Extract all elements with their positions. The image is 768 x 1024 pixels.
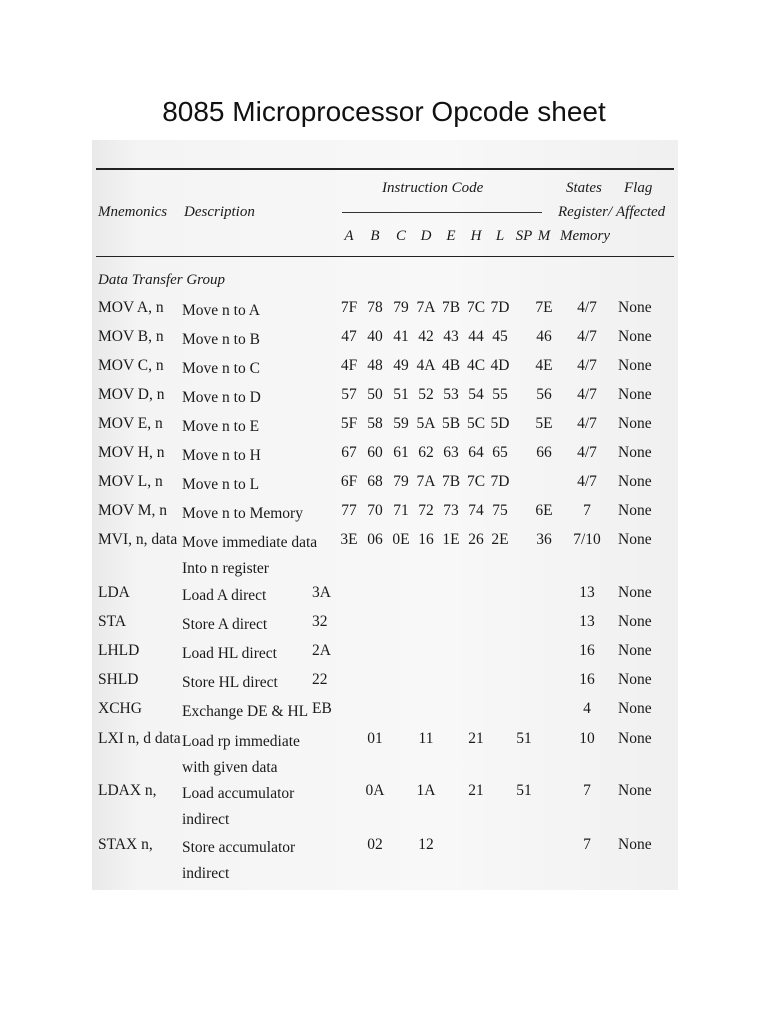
- states-cell: 7: [583, 502, 591, 519]
- opcode-cell: 57: [341, 386, 357, 403]
- flags-cell: None: [618, 357, 652, 374]
- opcode-cell: 70: [367, 502, 383, 519]
- description-cell: Load A direct: [182, 587, 267, 604]
- opcode-cell: 53: [443, 386, 459, 403]
- mnemonic-cell: MOV A, n: [98, 299, 164, 316]
- opcode-cell: 7A: [416, 299, 436, 316]
- mnemonic-cell: MOV H, n: [98, 444, 165, 461]
- description-cell: Move n to Memory: [182, 505, 303, 522]
- opcode-cell: 71: [393, 502, 409, 519]
- opcode-cell: 4F: [340, 357, 358, 374]
- opcode-cell: 59: [393, 415, 409, 432]
- opcode-cell: 51: [393, 386, 409, 403]
- table-row: [92, 836, 678, 882]
- direct-opcode-cell: 2A: [312, 642, 331, 659]
- mnemonic-cell: MVI, n, data: [98, 531, 178, 548]
- subheader-d: D: [420, 228, 432, 244]
- flags-cell: None: [618, 700, 652, 717]
- description-cell: Load rp immediate: [182, 733, 300, 750]
- subheader-c: C: [395, 228, 406, 244]
- opcode-cell: 4D: [490, 357, 510, 374]
- opcode-cell: 60: [367, 444, 383, 461]
- opcode-cell: 50: [367, 386, 383, 403]
- mnemonic-cell: MOV B, n: [98, 328, 164, 345]
- opcode-cell: 44: [468, 328, 484, 345]
- states-cell: 4/7: [577, 386, 597, 403]
- flags-cell: None: [618, 415, 652, 432]
- table-row: [92, 613, 678, 643]
- opcode-cell: 66: [536, 444, 552, 461]
- opcode-cell: 62: [418, 444, 434, 461]
- opcode-cell: 79: [393, 299, 409, 316]
- opcode-cell: 40: [367, 328, 383, 345]
- opcode-cell: 63: [443, 444, 459, 461]
- opcode-cell: 0A: [365, 782, 385, 799]
- subheader-h: H: [470, 228, 482, 244]
- mnemonic-cell: MOV L, n: [98, 473, 163, 490]
- states-cell: 13: [579, 584, 595, 601]
- description-cell: Move n to A: [182, 302, 260, 319]
- opcode-table-scan: [92, 140, 678, 890]
- opcode-cell: 26: [468, 531, 484, 548]
- opcode-cell: 47: [341, 328, 357, 345]
- table-row: [92, 299, 678, 329]
- header-instruction-code: Instruction Code: [382, 180, 484, 196]
- header-flag-2: Affected: [616, 204, 666, 220]
- opcode-cell: 65: [492, 444, 508, 461]
- opcode-cell: 75: [492, 502, 508, 519]
- mnemonic-cell: LDAX n,: [98, 782, 157, 799]
- flags-cell: None: [618, 444, 652, 461]
- states-cell: 13: [579, 613, 595, 630]
- direct-opcode-cell: 3A: [312, 584, 331, 601]
- opcode-cell: 48: [367, 357, 383, 374]
- subheader-a: A: [344, 228, 354, 244]
- states-cell: 4: [583, 700, 591, 717]
- opcode-cell: 2E: [491, 531, 509, 548]
- opcode-cell: 72: [418, 502, 434, 519]
- opcode-cell: 42: [418, 328, 434, 345]
- mnemonic-cell: MOV C, n: [98, 357, 164, 374]
- mnemonic-cell: MOV D, n: [98, 386, 165, 403]
- flags-cell: None: [618, 642, 652, 659]
- opcode-cell: 46: [536, 328, 552, 345]
- subheader-sp: SP: [515, 228, 533, 244]
- opcode-cell: 56: [536, 386, 552, 403]
- flags-cell: None: [618, 613, 652, 630]
- subheader-b: B: [370, 228, 380, 244]
- states-cell: 4/7: [577, 415, 597, 432]
- opcode-cell: 12: [418, 836, 434, 853]
- opcode-cell: 06: [367, 531, 383, 548]
- opcode-cell: 68: [367, 473, 383, 490]
- description-cell: Move n to L: [182, 476, 260, 493]
- header-flag-1: Flag: [624, 180, 653, 196]
- states-cell: 4/7: [577, 357, 597, 374]
- mnemonic-cell: STAX n,: [98, 836, 153, 853]
- opcode-cell: 5D: [490, 415, 510, 432]
- opcode-cell: 0E: [392, 531, 410, 548]
- description-cell: Store accumulator: [182, 839, 296, 856]
- table-row: [92, 328, 678, 358]
- opcode-cell: 55: [492, 386, 508, 403]
- opcode-cell: 52: [418, 386, 434, 403]
- subheader-l: L: [495, 228, 505, 244]
- opcode-cell: 7C: [466, 299, 486, 316]
- opcode-cell: 7D: [490, 473, 510, 490]
- description-cell: Move n to H: [182, 447, 261, 464]
- opcode-cell: 21: [468, 782, 484, 799]
- opcode-cell: 73: [443, 502, 459, 519]
- subheader-m: M: [537, 228, 551, 244]
- opcode-cell: 11: [418, 730, 434, 747]
- flags-cell: None: [618, 299, 652, 316]
- subheader-e: E: [446, 228, 456, 244]
- description-cell: Move n to D: [182, 389, 261, 406]
- opcode-cell: 6F: [340, 473, 358, 490]
- flags-cell: None: [618, 473, 652, 490]
- table-row: [92, 386, 678, 416]
- table-row: [92, 782, 678, 828]
- direct-opcode-cell: 32: [312, 613, 328, 630]
- table-row: [92, 671, 678, 701]
- page-title: 8085 Microprocessor Opcode sheet: [162, 96, 606, 127]
- description-cell: Move immediate data: [182, 534, 318, 551]
- states-cell: 4/7: [577, 444, 597, 461]
- opcode-cell: 79: [393, 473, 409, 490]
- opcode-cell: 4E: [535, 357, 553, 374]
- states-cell: 4/7: [577, 299, 597, 316]
- opcode-cell: 5A: [416, 415, 436, 432]
- header-states-1: States: [566, 180, 602, 196]
- opcode-cell: 4C: [466, 357, 486, 374]
- opcode-cell: 4A: [416, 357, 436, 374]
- opcode-cell: 5C: [466, 415, 486, 432]
- opcode-cell: 61: [393, 444, 409, 461]
- description-cell-line2: indirect: [182, 865, 230, 882]
- flags-cell: None: [618, 836, 652, 853]
- mnemonic-cell: MOV M, n: [98, 502, 168, 519]
- opcode-cell: 7B: [441, 299, 461, 316]
- header-rule: [96, 256, 674, 257]
- opcode-cell: 45: [492, 328, 508, 345]
- opcode-cell: 5E: [535, 415, 553, 432]
- header-states-2: Register/: [558, 204, 613, 220]
- table-row: [92, 444, 678, 474]
- states-cell: 10: [579, 730, 595, 747]
- description-cell: Load HL direct: [182, 645, 277, 662]
- description-cell-line2: indirect: [182, 811, 230, 828]
- opcode-cell: 4B: [441, 357, 461, 374]
- header-mnemonics: Mnemonics: [98, 204, 168, 220]
- states-cell: 7: [583, 782, 591, 799]
- mnemonic-cell: LXI n, d data: [98, 730, 181, 747]
- opcode-cell: 01: [367, 730, 383, 747]
- flags-cell: None: [618, 584, 652, 601]
- opcode-cell: 6E: [535, 502, 553, 519]
- opcode-cell: 7B: [441, 473, 461, 490]
- flags-cell: None: [618, 386, 652, 403]
- direct-opcode-cell: EB: [312, 700, 332, 717]
- opcode-cell: 1E: [442, 531, 460, 548]
- opcode-cell: 5B: [441, 415, 461, 432]
- mnemonic-cell: MOV E, n: [98, 415, 163, 432]
- states-cell: 4/7: [577, 328, 597, 345]
- table-row: [92, 584, 678, 614]
- opcode-cell: 7F: [340, 299, 358, 316]
- description-cell: Move n to C: [182, 360, 260, 377]
- opcode-cell: 21: [468, 730, 484, 747]
- opcode-cell: 54: [468, 386, 484, 403]
- opcode-cell: 1A: [416, 782, 436, 799]
- opcode-cell: 02: [367, 836, 383, 853]
- flags-cell: None: [618, 531, 652, 548]
- states-cell: 7: [583, 836, 591, 853]
- opcode-cell: 3E: [340, 531, 358, 548]
- table-row: [92, 531, 678, 577]
- mnemonic-cell: XCHG: [98, 700, 142, 717]
- table-row: [92, 473, 678, 503]
- opcode-cell: 16: [418, 531, 434, 548]
- table-row: [92, 700, 678, 730]
- states-cell: 7/10: [573, 531, 601, 548]
- flags-cell: None: [618, 671, 652, 688]
- instruction-code-rule: [342, 212, 542, 213]
- table-row: [92, 730, 678, 776]
- opcode-cell: 77: [341, 502, 357, 519]
- table-row: [92, 415, 678, 445]
- description-cell-line2: Into n register: [182, 560, 269, 577]
- description-cell: Move n to E: [182, 418, 260, 435]
- header-states-3: Memory: [560, 228, 610, 244]
- mnemonic-cell: LDA: [98, 584, 130, 601]
- opcode-cell: 7D: [490, 299, 510, 316]
- header-description: Description: [184, 204, 255, 220]
- opcode-cell: 49: [393, 357, 409, 374]
- description-cell-line2: with given data: [182, 759, 278, 776]
- description-cell: Exchange DE & HL: [182, 703, 309, 720]
- mnemonic-cell: LHLD: [98, 642, 140, 659]
- table-row: [92, 502, 678, 532]
- description-cell: Load accumulator: [182, 785, 295, 802]
- mnemonic-cell: STA: [98, 613, 127, 630]
- mnemonic-cell: SHLD: [98, 671, 139, 688]
- top-rule: [96, 168, 674, 170]
- flags-cell: None: [618, 730, 652, 747]
- opcode-cell: 7E: [535, 299, 553, 316]
- table-row: [92, 642, 678, 672]
- opcode-cell: 67: [341, 444, 357, 461]
- description-cell: Store A direct: [182, 616, 268, 633]
- flags-cell: None: [618, 328, 652, 345]
- group-label: Data Transfer Group: [98, 272, 225, 288]
- description-cell: Move n to B: [182, 331, 260, 348]
- opcode-cell: 36: [536, 531, 552, 548]
- flags-cell: None: [618, 782, 652, 799]
- opcode-cell: 7C: [466, 473, 486, 490]
- opcode-cell: 5F: [340, 415, 358, 432]
- states-cell: 16: [579, 642, 595, 659]
- flags-cell: None: [618, 502, 652, 519]
- opcode-cell: 74: [468, 502, 484, 519]
- opcode-cell: 78: [367, 299, 383, 316]
- table-row: [92, 357, 678, 387]
- opcode-cell: 58: [367, 415, 383, 432]
- opcode-cell: 41: [393, 328, 409, 345]
- states-cell: 4/7: [577, 473, 597, 490]
- opcode-cell: 51: [516, 782, 532, 799]
- description-cell: Store HL direct: [182, 674, 278, 691]
- opcode-cell: 7A: [416, 473, 436, 490]
- direct-opcode-cell: 22: [312, 671, 328, 688]
- opcode-cell: 64: [468, 444, 484, 461]
- opcode-cell: 43: [443, 328, 459, 345]
- opcode-cell: 51: [516, 730, 532, 747]
- states-cell: 16: [579, 671, 595, 688]
